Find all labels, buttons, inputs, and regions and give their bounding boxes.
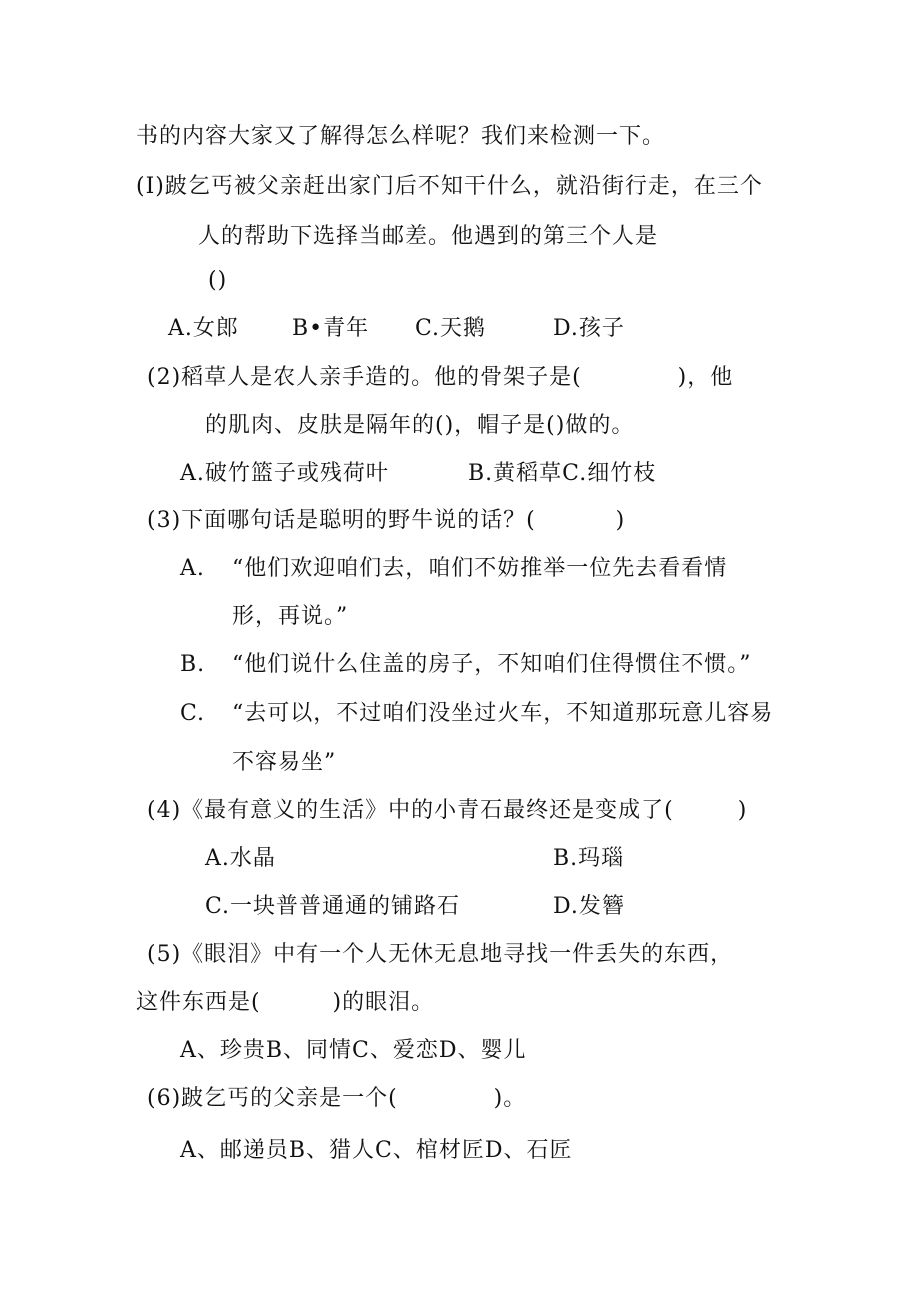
question-3-option-c-letter: C.: [180, 701, 206, 726]
question-3-option-c-line-2: 不容易坐”: [232, 750, 337, 775]
question-3-option-a-letter: A.: [180, 556, 205, 581]
question-3-option-b-letter: B.: [180, 652, 206, 677]
question-3-option-a-line-1: “他们欢迎咱们去，咱们不妨推举一位先去看看情: [232, 556, 728, 581]
question-4-text: (4)《最有意义的生活》中的小青石最终还是变成了( ): [147, 798, 748, 823]
question-3-option-a-line-2: 形，再说。”: [232, 604, 349, 629]
question-1-blank: (): [208, 268, 228, 293]
question-3-text: (3)下面哪句话是聪明的野牛说的话？( ): [147, 508, 626, 533]
intro-text: 书的内容大家又了解得怎么样呢？我们来检测一下。: [136, 124, 666, 149]
question-4-option-c: C.一块普普通通的铺路石: [205, 894, 461, 919]
question-5-line-1: (5)《眼泪》中有一个人无休无息地寻找一件丢失的东西，: [147, 942, 734, 967]
question-5-line-2: 这件东西是( )的眼泪。: [136, 990, 435, 1015]
question-1-line-1: (I)跛乞丐被父亲赶出家门后不知干什么，就沿街行走，在三个: [136, 174, 763, 199]
question-4-option-b: B.玛瑙: [553, 846, 625, 871]
question-1-line-2: 人的帮助下选择当邮差。他遇到的第三个人是: [198, 224, 659, 249]
question-1-option-c: C.天鹅: [415, 316, 487, 341]
question-2-line-2: 的肌肉、皮肤是隔年的()，帽子是()做的。: [205, 413, 635, 438]
question-2-option-a: A.破竹篮子或残荷叶: [180, 461, 389, 486]
question-4-option-a: A.水晶: [205, 846, 276, 871]
question-4-option-d: D.发簪: [553, 894, 625, 919]
question-1-option-a: A.女郎: [168, 316, 239, 341]
question-2-line-1: (2)稻草人是农人亲手造的。他的骨架子是( )，他: [147, 365, 734, 390]
question-5-options: A、珍贵B、同情C、爱恋D、婴儿: [180, 1038, 527, 1063]
question-1-option-d: D.孩子: [553, 316, 625, 341]
question-3-option-b-line-1: “他们说什么住盖的房子，不知咱们住得惯住不惯。”: [232, 652, 752, 677]
question-3-option-c-line-1: “去可以，不过咱们没坐过火车，不知道那玩意儿容易: [232, 701, 774, 726]
question-1-option-b: B•青年: [292, 316, 370, 341]
question-2-option-bc: B.黄稻草C.细竹枝: [468, 461, 657, 486]
question-6-options: A、邮递员B、猎人C、棺材匠D、石匠: [180, 1138, 573, 1163]
question-6-text: (6)跛乞丐的父亲是一个( )。: [147, 1086, 527, 1111]
